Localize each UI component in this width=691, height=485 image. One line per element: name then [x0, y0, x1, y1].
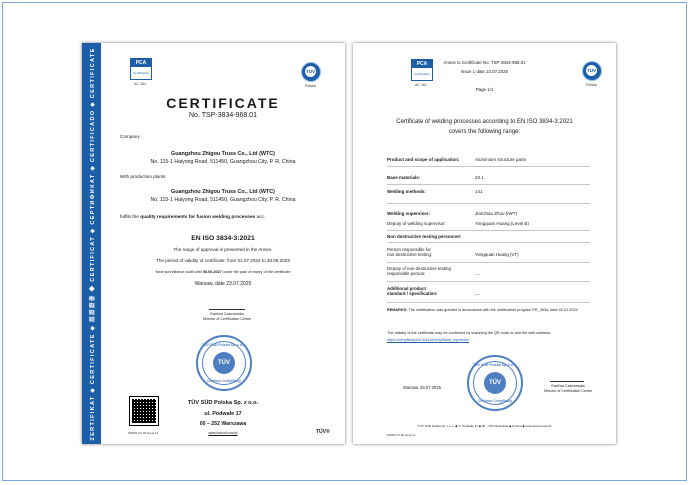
tuv-seal: [467, 355, 523, 411]
footer-url[interactable]: www.tuvsud.com/pl: [208, 431, 238, 435]
divider: [387, 230, 590, 231]
divider: [387, 242, 590, 243]
fulfils-statement: [120, 215, 265, 220]
validity-period: The period of validity of certificate: from 01.07.2024 to 30.06.2029: [156, 258, 290, 263]
signer-name: Ewelina Czarnowska: [210, 312, 244, 316]
remarks-text: The certification was granted in accordance with the certification program PR_3834, date 02.01.2024: [408, 308, 578, 312]
side-stripe: [82, 43, 101, 444]
footer-company: TÜV SÜD Polska Sp. z o.o.: [187, 400, 259, 406]
annex-title: Certificate of welding processes according to EN ISO 3834-3:2021: [396, 119, 573, 125]
remarks: [387, 308, 578, 312]
surveillance-note: [101, 270, 345, 274]
fulfils-post: acc.: [255, 215, 266, 220]
signer-title: Director of Certification Centre: [543, 389, 593, 393]
plant-address: No. 115-1 Haiyong Road, 511450, Guangzhou City, P. R. China: [150, 197, 296, 203]
certificate-page: [82, 43, 345, 444]
annex-footer: TÜV SÜD Polska Sp. z o.o. ◆ ul. Podwale 17 ◆ 00 – 252 Warszawa ◆ Poland ◆ www.tuvsud.com/pl: [417, 424, 552, 428]
signer-name: Ewelina Czarnowska: [551, 384, 585, 388]
seal-core-text: TÜV: [213, 352, 235, 374]
divider: [387, 302, 590, 303]
tuv-logo-text: TÜV: [586, 65, 597, 76]
plant-name: Guangzhou Zhigou Truss Co., Ltd (WTC): [171, 189, 275, 195]
divider: [387, 262, 590, 263]
validity-link[interactable]: https://certyfikaty.tuv-sud.pl/certyfikaty_wyrobow/: [387, 338, 470, 342]
footer-city: 00 – 252 Warszawa: [199, 421, 247, 427]
seal-top-text: TÜV SÜD Polska Sp. z o.o.: [473, 363, 517, 367]
row-value: 141: [475, 189, 483, 194]
footer-street: ul. Podwale 17: [204, 411, 242, 417]
fulfils-pre: fulfils the: [120, 215, 141, 220]
certificate-number: No. TSP-3834-968.01: [189, 112, 257, 119]
ndt-person-label: [387, 247, 432, 257]
ndt-heading: Non destructive testing personnel:: [387, 234, 462, 239]
seal-bottom-text: Centrum Certyfikacji: [206, 379, 242, 383]
company-label: Company: [120, 134, 140, 139]
row-value: Aluminium structure parts: [475, 157, 527, 162]
annex-subtitle: covers the following range:: [448, 129, 521, 135]
row-label: Welding methods:: [387, 189, 426, 194]
divider: [387, 166, 590, 167]
ndt-deputy-label-2: responsible person:: [387, 271, 426, 276]
remarks-label: REMARKS:: [387, 308, 408, 312]
validity-note: The validity of the certificate may be confirmed by scanning the QR code or visit the web address:: [387, 331, 551, 335]
annex-header: Annex to Certificate No. TSP-3834-968.01: [443, 60, 526, 65]
annex-issue: Issue 1 date 23.07.2025: [460, 69, 509, 74]
additional-label: [387, 286, 438, 296]
form-code: ZPR03 FZ-04 Issue 11: [128, 431, 159, 435]
audit-date: 08.06.2027: [202, 270, 222, 274]
ndt-person-label-2: non destructive testing:: [387, 252, 433, 257]
row-value: Jianzhao Zhou (IWT): [475, 211, 518, 216]
row-label: Base materials:: [387, 175, 421, 180]
tuv-logo-icon: [582, 61, 602, 81]
ndt-deputy-label-1: Deputy of non destructive testing: [387, 266, 451, 271]
ndt-person-label-1: Person responsible for: [387, 247, 431, 252]
pca-logo-text: PCA: [412, 60, 432, 68]
pca-number: AC 161: [415, 83, 427, 87]
viewer-frame: [2, 2, 687, 481]
fulfils-bold: quality requirements for fusion welding processes: [140, 215, 256, 220]
audit-post: under the pain of expiry of the certificate: [221, 270, 291, 274]
signature: [209, 301, 245, 310]
form-code: ZPR03 FZ-06 Issue 11: [387, 433, 416, 437]
standard-name: EN ISO 3834-3:2021: [191, 235, 255, 242]
additional-label-1: Additional product: [387, 286, 427, 291]
signer-title: Director of Certification Centre: [202, 317, 252, 321]
divider: [387, 184, 590, 185]
certificate-title: CERTIFICATE: [166, 95, 280, 111]
company-address: No. 115-1 Haiyong Road, 511450, Guangzhou City, P. R. China: [150, 159, 296, 165]
range-note: The range of approval is presented in the Annex.: [173, 247, 273, 252]
row-value: Yongquan Huang (Level B): [475, 221, 529, 226]
ndt-deputy-value: ---: [475, 272, 480, 277]
pca-logo: [411, 59, 433, 81]
ndt-deputy-label: [387, 266, 451, 276]
tuv-seal: [196, 335, 252, 391]
company-name: Guangzhou Zhigou Truss Co., Ltd (WTC): [171, 151, 275, 157]
row-label: Welding supervisor:: [387, 211, 431, 216]
tuv-logo-text: TÜV: [305, 66, 316, 77]
tuv-brand: TÜV®: [316, 429, 330, 435]
seal-core-text: TÜV: [484, 372, 506, 394]
divider: [387, 203, 590, 204]
place-date: Warsaw, 23.07.2025: [403, 385, 442, 390]
tuv-logo-icon: [301, 62, 321, 82]
row-label: Product and scope of application:: [387, 157, 460, 162]
pca-sub: Certification: [133, 71, 149, 75]
plants-label: With production plants: [120, 174, 166, 179]
ndt-person-value: Yongquan Huang (VT): [475, 252, 519, 257]
pca-number: AC 161: [134, 82, 146, 86]
place-date: Warsaw, date 23.07.2025: [194, 281, 252, 287]
divider: [387, 281, 590, 282]
tuv-caption: Polska: [305, 84, 316, 88]
stripe-text: ZERTIFIKAT ◆ CERTIFICATE ◆ 認證證書 ◆ CERTIFICAT ◆ СЕРТИФИКАТ ◆ CERTIFICADO ◆ CERTIFICATE: [89, 46, 96, 441]
audit-pre: Next surveillance audit until: [155, 270, 203, 274]
pca-logo-text: PCA: [131, 59, 151, 67]
signature: [550, 373, 584, 382]
additional-value: ---: [475, 292, 480, 297]
additional-label-2: standard / specification:: [387, 291, 438, 296]
row-value: 23.1: [475, 175, 484, 180]
tuv-caption: Polska: [586, 83, 597, 87]
annex-page: [353, 43, 616, 444]
row-label: Deputy of welding supervisor:: [387, 221, 447, 226]
pca-logo: [130, 58, 152, 80]
annex-page-number: Page 1/1: [475, 87, 494, 92]
seal-top-text: TÜV SÜD Polska Sp. z o.o.: [202, 343, 246, 347]
pca-sub: Certification: [414, 72, 430, 76]
seal-bottom-text: Centrum Certyfikacji: [477, 399, 513, 403]
